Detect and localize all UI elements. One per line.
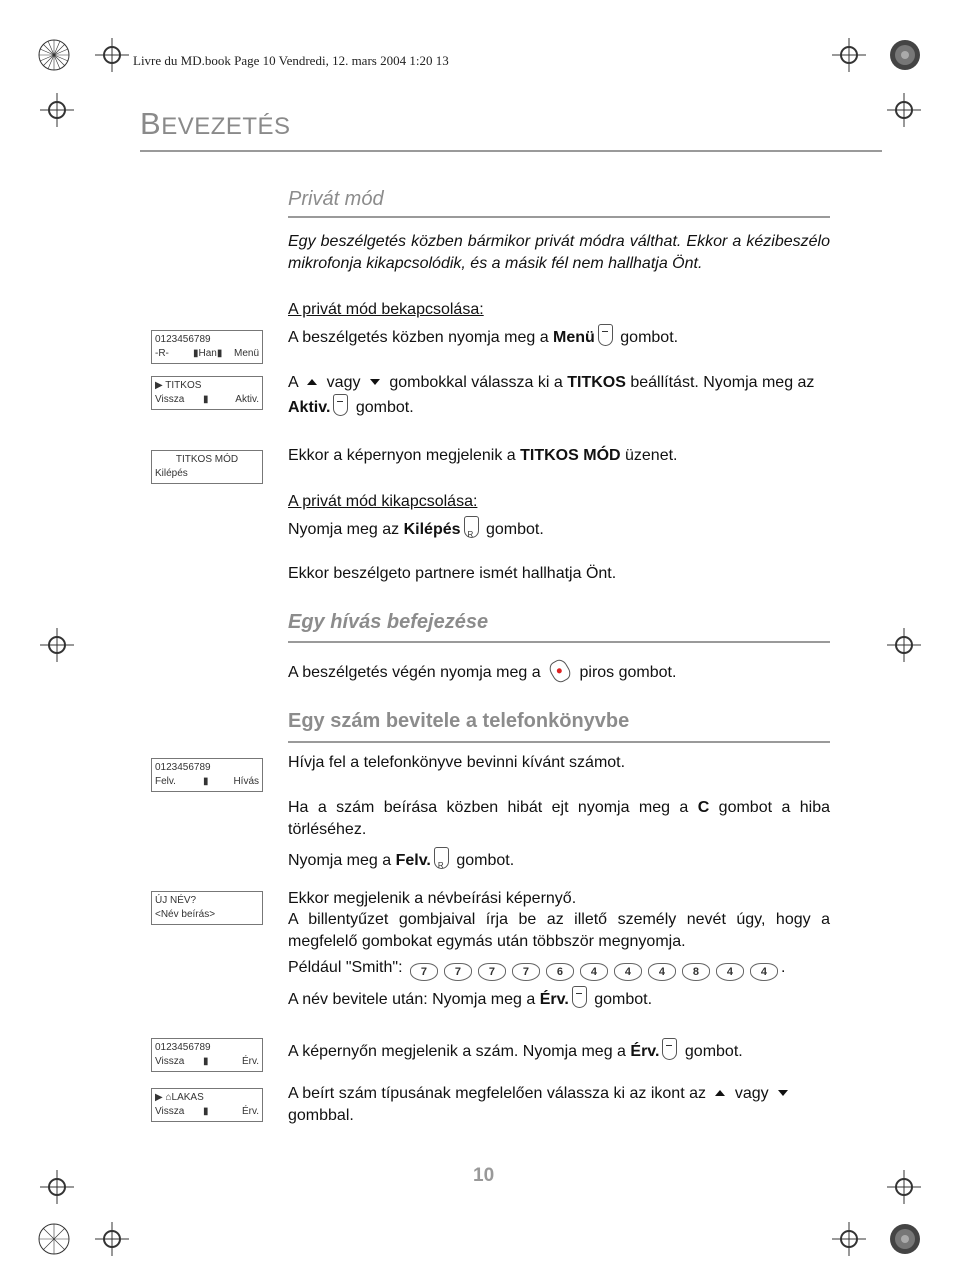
up-arrow-icon [715, 1090, 725, 1096]
registration-mark-icon [888, 38, 922, 72]
lcd-screen-type [151, 1088, 263, 1122]
page-number: 10 [473, 1165, 495, 1186]
keypad-key-icon: 7 [512, 963, 540, 981]
down-arrow-icon [370, 379, 380, 385]
section-title-phonebook: Egy szám bevitele a telefonkönyvbe [288, 710, 630, 732]
registration-mark-icon [37, 1222, 71, 1256]
lcd-line: 0123456789 [155, 334, 211, 345]
privat-step1: A beszélgetés közben nyomja meg a Menü gombot. [288, 324, 678, 349]
chapter-title [140, 106, 291, 142]
crosshair-icon [887, 1170, 921, 1204]
lcd-screen-number [151, 758, 263, 792]
keypad-sequence [407, 959, 781, 976]
phonebook-p3: Nyomja meg a Felv.R gombot. [288, 847, 514, 872]
keypad-key-icon: 4 [614, 963, 642, 981]
phonebook-p8: A képernyőn megjelenik a szám. Nyomja meg a Érv. gombot. [288, 1038, 743, 1063]
registration-mark-icon [888, 1222, 922, 1256]
keypad-key-icon: 6 [546, 963, 574, 981]
lcd-softkeys: -R- ▮Han▮ Menü [155, 348, 259, 359]
section-rule [288, 641, 830, 643]
section-rule [288, 216, 830, 218]
lcd-screen-titkos [151, 376, 263, 410]
lcd-softkeys: Vissza ▮ Aktiv. [155, 394, 259, 405]
keypad-key-icon: 4 [750, 963, 778, 981]
lcd-line: TITKOS MÓD [175, 454, 239, 465]
lcd-line: ÚJ NÉV? [155, 895, 197, 906]
book-header: Livre du MD.book Page 10 Vendredi, 12. mars 2004 1:20 13 [133, 53, 449, 68]
lcd-softkeys: Vissza ▮ Érv. [155, 1056, 259, 1067]
chapter-title-initial: B [140, 106, 162, 141]
privat-off-after: Ekkor beszélgeto partnere ismét hallhatja Önt. [288, 565, 617, 582]
r-key-icon [434, 847, 449, 869]
softkey-icon [598, 324, 613, 346]
privat-on-heading: A privát mód bekapcsolása: [288, 301, 484, 318]
privat-off-heading: A privát mód kikapcsolása: [288, 493, 478, 510]
lcd-softkeys: Kilépés [155, 468, 188, 479]
r-key-icon [464, 516, 479, 538]
softkey-icon [333, 394, 348, 416]
lcd-screen-call [151, 330, 263, 364]
keypad-key-icon: 4 [580, 963, 608, 981]
privat-step2: A vagy gombokkal válassza ki a TITKOS beállítást. Nyomja meg az Aktiv. gombot. [288, 374, 815, 416]
chapter-rule [140, 150, 882, 152]
privat-intro: Egy beszélgetés közben bármikor privát módra válthat. Ekkor a kézibeszélo mikrofonja kikapcsolódik, és a másik fél nem hallhatja Önt. [288, 233, 830, 272]
lcd-line: <Név beírás> [155, 909, 216, 920]
up-arrow-icon [307, 379, 317, 385]
section-title-end-call: Egy hívás befejezése [288, 611, 489, 633]
lcd-softkeys: Felv. ▮ Hívás [155, 776, 259, 787]
crosshair-icon [887, 93, 921, 127]
lcd-line: 0123456789 [155, 1042, 211, 1053]
chapter-title-rest: EVEZETÉS [161, 113, 291, 140]
phonebook-p7: A név bevitele után: Nyomja meg a Érv. gombot. [288, 986, 652, 1011]
down-arrow-icon [778, 1090, 788, 1096]
privat-step3: Ekkor a képernyon megjelenik a TITKOS MÓD üzenet. [288, 447, 678, 464]
end-call-text: A beszélgetés végén nyomja meg a piros gombot. [288, 660, 676, 684]
registration-mark-icon [37, 38, 71, 72]
lcd-line: ▶ TITKOS [155, 380, 202, 391]
section-title-privat: Privát mód [288, 188, 384, 210]
crosshair-icon [40, 93, 74, 127]
crosshair-icon [40, 628, 74, 662]
phonebook-p2: Ha a szám beírása közben hibát ejt nyomja meg a C gombot a hiba törléséhez. [288, 799, 830, 838]
phonebook-p5: A billentyűzet gombjaival írja be az illető személy nevét úgy, hogy a megfelelő gombokat egymás után többször megnyomja. [288, 911, 830, 950]
keypad-key-icon: 4 [716, 963, 744, 981]
softkey-icon [662, 1038, 677, 1060]
lcd-screen-confirm [151, 1038, 263, 1072]
section-rule [288, 741, 830, 743]
lcd-softkeys: Vissza ▮ Érv. [155, 1106, 259, 1117]
crosshair-icon [95, 38, 129, 72]
lcd-screen-titkos-mod [151, 450, 263, 484]
crosshair-icon [887, 628, 921, 662]
phonebook-p1: Hívja fel a telefonkönyve bevinni kívánt számot. [288, 754, 626, 771]
phonebook-p4: Ekkor megjelenik a névbeírási képernyő. [288, 890, 577, 907]
lcd-screen-new-name [151, 891, 263, 925]
red-hangup-button-icon [547, 657, 574, 685]
phonebook-p9: A beírt szám típusának megfelelően válassza ki az ikont az vagy gombbal. [288, 1083, 830, 1127]
keypad-key-icon: 7 [478, 963, 506, 981]
keypad-key-icon: 7 [410, 963, 438, 981]
lcd-line: 0123456789 [155, 762, 211, 773]
lcd-line: ▶ ⌂LAKAS [155, 1092, 204, 1103]
softkey-icon [572, 986, 587, 1008]
crosshair-icon [40, 1170, 74, 1204]
keypad-key-icon: 8 [682, 963, 710, 981]
privat-off-step: Nyomja meg az KilépésR gombot. [288, 516, 544, 541]
phonebook-p6: Például "Smith": 7 7 7 7 6 4 4 4 8 4 4 . [288, 957, 785, 981]
crosshair-icon [95, 1222, 129, 1256]
keypad-key-icon: 4 [648, 963, 676, 981]
crosshair-icon [832, 1222, 866, 1256]
keypad-key-icon: 7 [444, 963, 472, 981]
crosshair-icon [832, 38, 866, 72]
